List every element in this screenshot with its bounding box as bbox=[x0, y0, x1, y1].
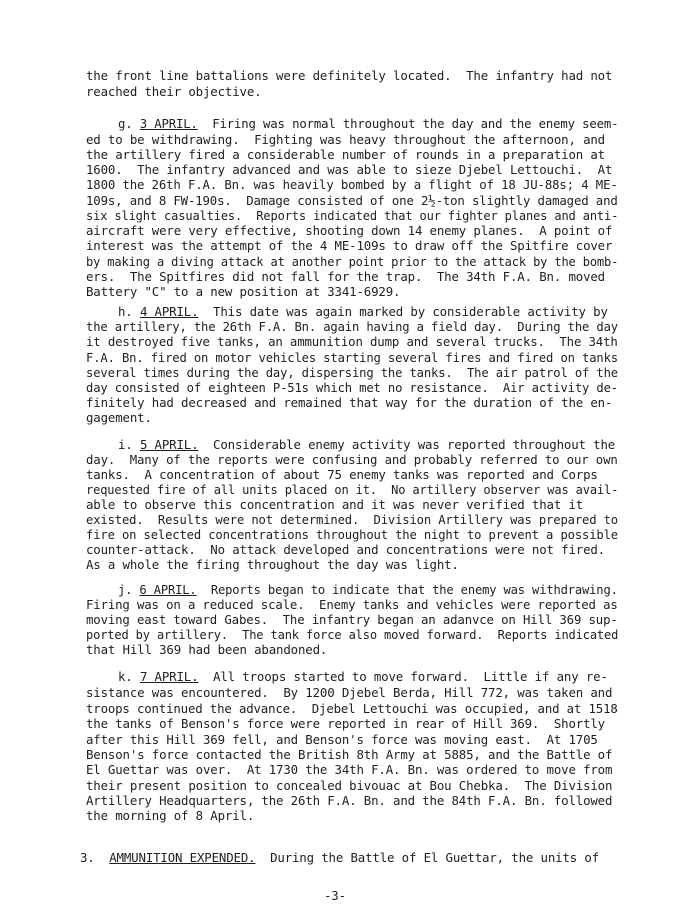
paragraph-text: This date was again marked by considerable activity by bbox=[198, 304, 608, 319]
paragraph-line: several times during the day, dispersing the tanks. The air patrol of the bbox=[86, 365, 618, 380]
section-heading-line bbox=[80, 851, 599, 865]
paragraph-line: day consisted of eighteen P-51s which met no resistance. Air activity de- bbox=[86, 380, 618, 395]
paragraph-line: day. Many of the reports were confusing and probably referred to our own bbox=[86, 452, 618, 467]
paragraph-line: 109s, and 8 FW-190s. Damage consisted of one 2½-ton slightly damaged and bbox=[86, 193, 618, 208]
paragraph-line: that Hill 369 had been abandoned. bbox=[86, 642, 328, 657]
paragraph-label: k. bbox=[118, 669, 133, 684]
page-number: -3- bbox=[324, 888, 346, 903]
paragraph-text: During the Battle of El Guettar, the units of bbox=[255, 850, 600, 865]
paragraph-line: 1800 the 26th F.A. Bn. was heavily bombed by a flight of 18 JU-88s; 4 ME- bbox=[86, 177, 618, 192]
section-heading: AMMUNITION EXPENDED. bbox=[109, 850, 256, 865]
paragraph-text: Reports began to indicate that the enemy was withdrawing. bbox=[196, 582, 618, 597]
paragraph-line: the morning of 8 April. bbox=[86, 808, 255, 823]
paragraph-line: existed. Results were not determined. Division Artillery was prepared to bbox=[86, 512, 618, 527]
paragraph-line: Artillery Headquarters, the 26th F.A. Bn. and the 84th F.A. Bn. followed bbox=[86, 793, 613, 808]
date-heading: 5 APRIL. bbox=[139, 437, 199, 452]
paragraph-line: the artillery, the 26th F.A. Bn. again having a field day. During the day bbox=[86, 319, 618, 334]
paragraph-label: j. bbox=[118, 582, 133, 597]
paragraph-line: troops continued the advance. Djebel Lettouchi was occupied, and at 1518 bbox=[86, 701, 618, 716]
paragraph-line: requested fire of all units placed on it. No artillery observer was avail- bbox=[86, 482, 619, 497]
paragraph-line: gagement. bbox=[86, 410, 152, 425]
paragraph-line: it destroyed five tanks, an ammunition dump and several trucks. The 34th bbox=[86, 334, 618, 349]
paragraph-label: i. bbox=[118, 437, 133, 452]
paragraph-line: El Guettar was over. At 1730 the 34th F.A. Bn. was ordered to move from bbox=[86, 762, 613, 777]
paragraph-line: F.A. Bn. fired on motor vehicles starting several fires and fired on tanks bbox=[86, 350, 618, 365]
paragraph-line: Benson's force contacted the British 8th Army at 5885, and the Battle of bbox=[86, 747, 613, 762]
paragraph-label: g. bbox=[118, 116, 133, 131]
section-number: 3. bbox=[80, 850, 95, 865]
date-heading: 4 APRIL. bbox=[139, 304, 199, 319]
paragraph-first-line bbox=[118, 583, 618, 597]
paragraph-line: the tanks of Benson's force were reported in rear of Hill 369. Shortly bbox=[86, 716, 605, 731]
paragraph-line: ers. The Spitfires did not fall for the trap. The 34th F.A. Bn. moved bbox=[86, 269, 605, 284]
paragraph-line: interest was the attempt of the 4 ME-109s to draw off the Spitfire cover bbox=[86, 238, 613, 253]
paragraph-first-line bbox=[118, 117, 618, 131]
paragraph-line: their present position to concealed bivouac at Bou Chebka. The Division bbox=[86, 778, 613, 793]
paragraph-line: reached their objective. bbox=[86, 84, 262, 99]
paragraph-line: six slight casualties. Reports indicated that our fighter planes and anti- bbox=[86, 208, 619, 223]
paragraph-line: sistance was encountered. By 1200 Djebel Berda, Hill 772, was taken and bbox=[86, 685, 613, 700]
paragraph-text: Firing was normal throughout the day and the enemy seem- bbox=[197, 116, 619, 131]
paragraph-line: after this Hill 369 fell, and Benson's force was moving east. At 1705 bbox=[86, 732, 598, 747]
paragraph-first-line bbox=[118, 438, 615, 452]
paragraph-line: Battery "C" to a new position at 3341-6929. bbox=[86, 284, 401, 299]
paragraph-line: the artillery fired a considerable number of rounds in a preparation at bbox=[86, 147, 605, 162]
paragraph-line: ed to be withdrawing. Fighting was heavy throughout the afternoon, and bbox=[86, 132, 605, 147]
paragraph-line: moving east toward Gabes. The infantry began an adanvce on Hill 369 sup- bbox=[86, 612, 618, 627]
paragraph-text: All troops started to move forward. Little if any re- bbox=[198, 669, 608, 684]
paragraph-line: by making a diving attack at another point prior to the attack by the bomb- bbox=[86, 254, 619, 269]
paragraph-line: Firing was on a reduced scale. Enemy tanks and vehicles were reported as bbox=[86, 597, 618, 612]
paragraph-text: Considerable enemy activity was reported throughout the bbox=[198, 437, 616, 452]
paragraph-line: 1600. The infantry advanced and was able to sieze Djebel Lettouchi. At bbox=[86, 162, 613, 177]
paragraph-line: As a whole the firing throughout the day was light. bbox=[86, 557, 459, 572]
paragraph-line: counter-attack. No attack developed and concentrations were not fired. bbox=[86, 542, 605, 557]
paragraph-line: able to observe this concentration and it was never verified that it bbox=[86, 497, 584, 512]
paragraph-line: tanks. A concentration of about 75 enemy tanks was reported and Corps bbox=[86, 467, 598, 482]
paragraph-first-line bbox=[118, 670, 608, 684]
paragraph-line: fire on selected concentrations throughout the night to prevent a possible bbox=[86, 527, 618, 542]
date-heading: 7 APRIL. bbox=[139, 669, 199, 684]
paragraph-line: the front line battalions were definitely located. The infantry had not bbox=[86, 68, 613, 83]
paragraph-first-line bbox=[118, 305, 608, 319]
paragraph-line: ported by artillery. The tank force also moved forward. Reports indicated bbox=[86, 627, 619, 642]
date-heading: 6 APRIL. bbox=[139, 582, 197, 597]
paragraph-line: finitely had decreased and remained that way for the duration of the en- bbox=[86, 395, 613, 410]
date-heading: 3 APRIL. bbox=[139, 116, 198, 131]
paragraph-line: aircraft were very effective, shooting down 14 enemy planes. A point of bbox=[86, 223, 613, 238]
paragraph-label: h. bbox=[118, 304, 133, 319]
